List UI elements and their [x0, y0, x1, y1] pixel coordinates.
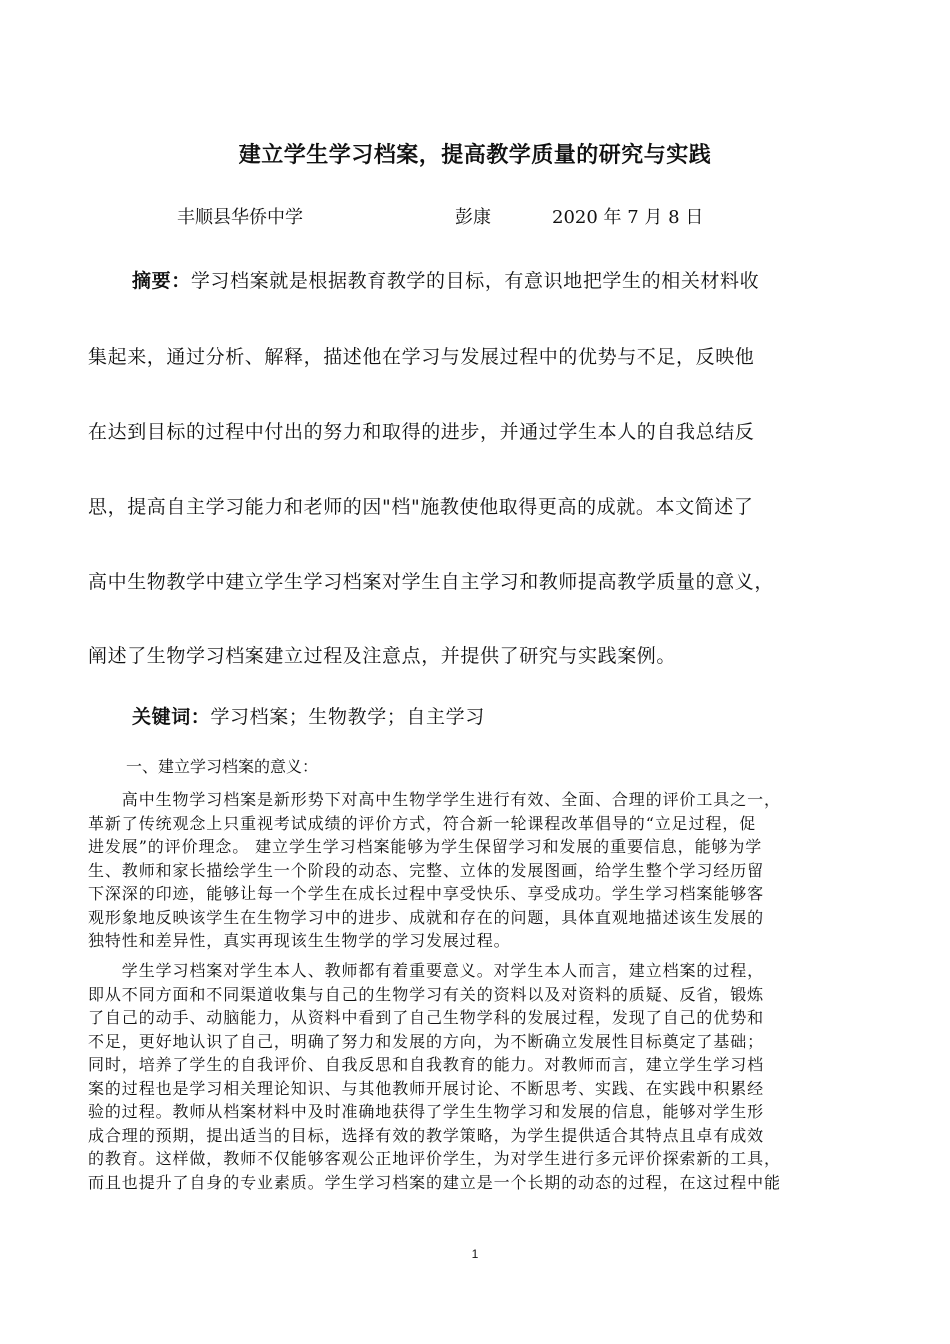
- paragraph-line: 同时，培养了学生的自我评价、自我反思和自我教育的能力。对教师而言，建立学生学习档: [88, 1055, 765, 1074]
- keywords-label: 关键词：: [132, 706, 211, 728]
- paragraph-line: 学生学习档案对学生本人、教师都有着重要意义。对学生本人而言，建立档案的过程，: [88, 961, 765, 980]
- paragraph-line: 即从不同方面和不同渠道收集与自己的生物学习有关的资料以及对资料的质疑、反省，锻炼: [88, 984, 765, 1004]
- abstract-text: 学习档案就是根据教育教学的目标，有意识地把学生的相关材料收: [190, 270, 760, 292]
- paragraph-line: 了自己的动手、动脑能力，从资料中看到了自己生物学科的发展过程，发现了自己的优势和: [88, 1008, 765, 1027]
- abstract-line: [132, 266, 902, 293]
- section-heading: 一、建立学习档案的意义：: [126, 757, 319, 776]
- document-title: 建立学生学习档案，提高教学质量的研究与实践: [238, 143, 712, 168]
- paragraph-1: [88, 788, 862, 953]
- paragraph-line: 的教育。这样做，教师不仅能够客观公正地评价学生，为对学生进行多元评价探索新的工具，: [88, 1149, 781, 1168]
- paragraph-line: 进发展”的评价理念。 建立学生学习档案能够为学生保留学习和发展的重要信息，能够为学: [88, 837, 763, 856]
- paragraph-line: 验的过程。教师从档案材料中及时准确地获得了学生生物学习和发展的信息，能够对学生形: [88, 1102, 765, 1121]
- paragraph-line: 观形象地反映该学生在生物学习中的进步、成就和存在的问题，具体直观地描述该生发展的: [88, 907, 765, 927]
- paragraph-line: 成合理的预期，提出适当的目标，选择有效的教学策略，为学生提供适合其特点且卓有成效: [88, 1125, 765, 1145]
- byline-school: 丰顺县华侨中学: [177, 207, 303, 228]
- byline: [0, 203, 950, 233]
- paragraph-line: 革新了传统观念上只重视考试成绩的评价方式，符合新一轮课程改革倡导的“立足过程，促: [88, 813, 757, 833]
- keywords-text: 学习档案；生物教学；自主学习: [210, 706, 485, 728]
- abstract-line: 高中生物教学中建立学生学习档案对学生自主学习和教师提高教学质量的意义，: [88, 571, 775, 593]
- paragraph-2: [88, 959, 862, 1194]
- byline-author: 彭康: [455, 207, 491, 228]
- abstract-line: 思，提高自主学习能力和老师的因"档"施教使他取得更高的成就。本文简述了: [88, 496, 754, 518]
- paragraph-line: 生、教师和家长描绘学生一个阶段的动态、完整、立体的发展图画，给学生整个学习经历留: [88, 860, 765, 880]
- abstract-line: 阐述了生物学习档案建立过程及注意点，并提供了研究与实践案例。: [88, 645, 677, 667]
- byline-date: 2020 年 7 月 8 日: [552, 207, 704, 228]
- abstract-line: 集起来，通过分析、解释，描述他在学习与发展过程中的优势与不足，反映他: [88, 346, 755, 368]
- abstract-line: 在达到目标的过程中付出的努力和取得的进步，并通过学生本人的自我总结反: [88, 421, 755, 443]
- page-number: 1: [471, 1247, 479, 1261]
- paragraph-line: 案的过程也是学习相关理论知识、与其他教师开展讨论、不断思考、实践、在实践中积累经: [88, 1078, 765, 1098]
- paragraph-line: 高中生物学习档案是新形势下对高中生物学学生进行有效、全面、合理的评价工具之一，: [88, 790, 781, 809]
- paragraph-line: 而且也提升了自身的专业素质。学生学习档案的建立是一个长期的动态的过程，在这过程中能: [88, 1172, 781, 1192]
- keywords: [132, 702, 485, 729]
- paragraph-line: 不足，更好地认识了自己，明确了努力和发展的方向，为不断确立发展性目标奠定了基础；: [88, 1031, 765, 1051]
- abstract-label: 摘要：: [132, 270, 191, 292]
- paragraph-line: 下深深的印迹，能够让每一个学生在成长过程中享受快乐、享受成功。学生学习档案能够客: [88, 884, 765, 903]
- paragraph-line: 独特性和差异性，真实再现该生生物学的学习发展过程。: [88, 931, 511, 950]
